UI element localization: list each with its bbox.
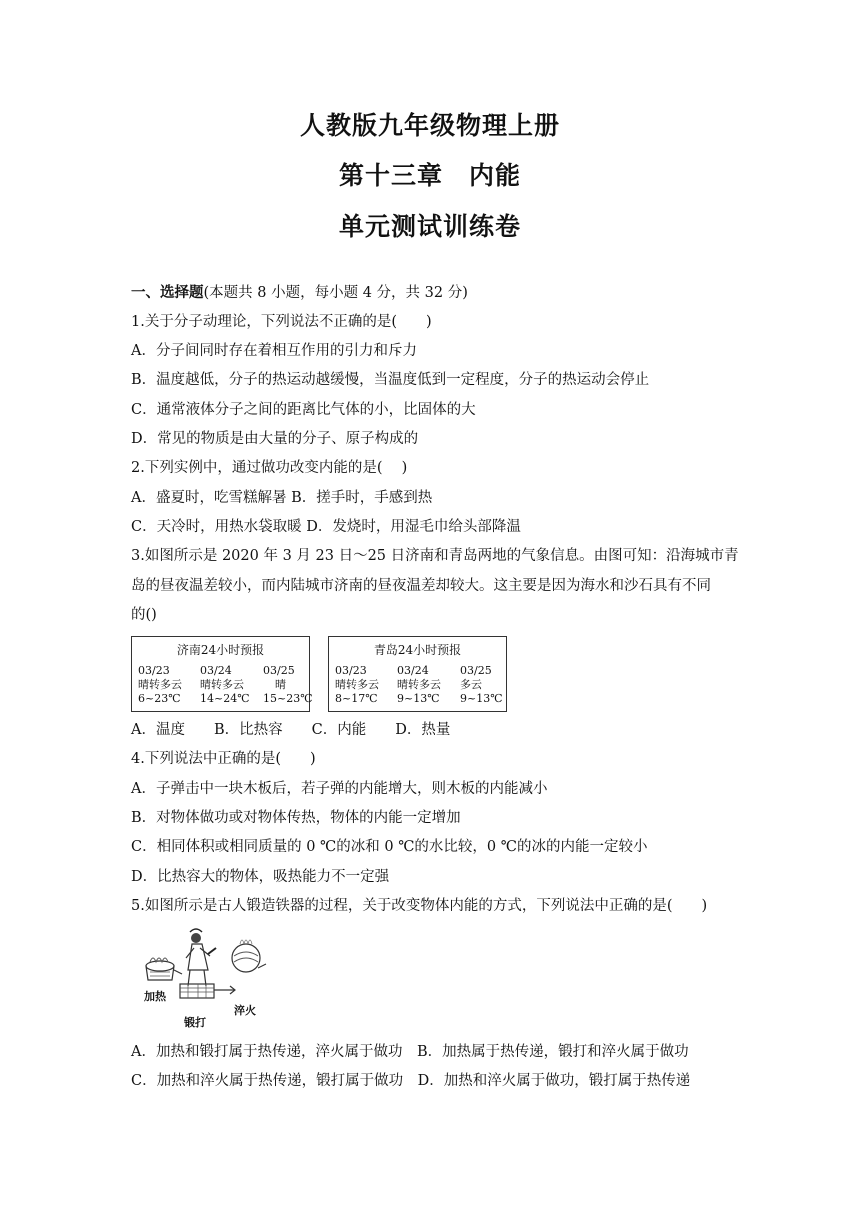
figure-label-forge: 锻打 [184,1016,206,1029]
q2-options-ab: A．盛夏时，吃雪糕解暑 B．搓手时，手感到热 [131,490,433,506]
jinan-day2-cond: 晴转多云 [200,678,244,691]
q1-option-c: C．通常液体分子之间的距离比气体的小，比固体的大 [131,402,476,418]
jinan-day2-temp: 14~24℃ [200,692,250,705]
qingdao-day3-cond: 多云 [460,678,482,691]
qingdao-day1-date: 03/23 [335,664,367,677]
q5-options-ab: A．加热和锻打属于热传递，淬火属于做功 B．加热属于热传递，锻打和淬火属于做功 [131,1044,689,1060]
qingdao-day3-date: 03/25 [460,664,492,677]
figure-label-heat: 加热 [144,990,166,1003]
doc-title-1: 人教版九年级物理上册 [299,111,560,140]
jinan-day1-temp: 6~23℃ [138,692,181,705]
jinan-day1-date: 03/23 [138,664,170,677]
qingdao-forecast-title: 青岛24小时预报 [373,643,462,657]
section-header [131,283,468,303]
q1-option-a: A．分子间同时存在着相互作用的引力和斥力 [131,343,417,359]
q1-option-b: B．温度越低，分子的热运动越缓慢，当温度低到一定程度，分子的热运动会停止 [131,372,650,388]
q4-option-c: C．相同体积或相同质量的 0 ℃的冰和 0 ℃的水比较，0 ℃的冰的内能一定较小 [131,839,648,855]
q3-stem-line-1: 3.如图所示是 2020 年 3 月 23 日～25 日济南和青岛两地的气象信息。由图可知：沿海城市青 [131,548,739,564]
doc-title-3: 单元测试训练卷 [338,212,521,241]
q3-stem-line-2: 岛的昼夜温差较小，而内陆城市济南的昼夜温差却较大。这主要是因为海水和沙石具有不同 [131,578,711,594]
jinan-day3-temp: 15~23℃ [263,692,313,705]
qingdao-day1-cond: 晴转多云 [335,678,379,691]
q4-option-b: B．对物体做功或对物体传热，物体的内能一定增加 [131,810,461,826]
qingdao-day2-cond: 晴转多云 [397,678,441,691]
qingdao-day3-temp: 9~13℃ [460,692,503,705]
q4-stem: 4.下列说法中正确的是( ) [131,751,316,767]
q1-stem: 1.关于分子动理论，下列说法不正确的是( ) [131,314,432,330]
jinan-forecast-title: 济南24小时预报 [176,643,265,657]
q4-option-d: D．比热容大的物体，吸热能力不一定强 [131,869,390,885]
jinan-forecast-box [131,636,313,712]
q3-stem-line-3: 的() [131,607,157,623]
q4-option-a: A．子弹击中一块木板后，若子弹的内能增大，则木板的内能减小 [131,781,548,797]
doc-title-2: 第十三章 内能 [338,161,521,190]
section-title: 一、选择题 [131,285,204,301]
q2-options-cd: C．天冷时，用热水袋取暖 D．发烧时，用湿毛巾给头部降温 [131,519,521,535]
jinan-day3-cond: 晴 [275,678,286,691]
q5-options-cd: C．加热和淬火属于热传递，锻打属于做功 D．加热和淬火属于做功，锻打属于热传递 [131,1073,691,1089]
qingdao-forecast-box [328,636,507,712]
q2-stem: 2.下列实例中，通过做功改变内能的是( ) [131,460,408,476]
forging-illustration [138,928,273,1028]
jinan-day1-cond: 晴转多云 [138,678,182,691]
jinan-day3-date: 03/25 [263,664,295,677]
q3-options: A．温度 B．比热容 C．内能 D．热量 [131,722,451,738]
qingdao-day1-temp: 8~17℃ [335,692,378,705]
section-note: (本题共 8 小题，每小题 4 分，共 32 分) [203,285,468,301]
figure-label-quench: 淬火 [234,1004,256,1017]
jinan-day2-date: 03/24 [200,664,232,677]
q5-stem: 5.如图所示是古人锻造铁器的过程，关于改变物体内能的方式，下列说法中正确的是( ) [131,898,708,914]
qingdao-day2-temp: 9~13℃ [397,692,440,705]
q1-option-d: D．常见的物质是由大量的分子、原子构成的 [131,431,419,447]
qingdao-day2-date: 03/24 [397,664,429,677]
